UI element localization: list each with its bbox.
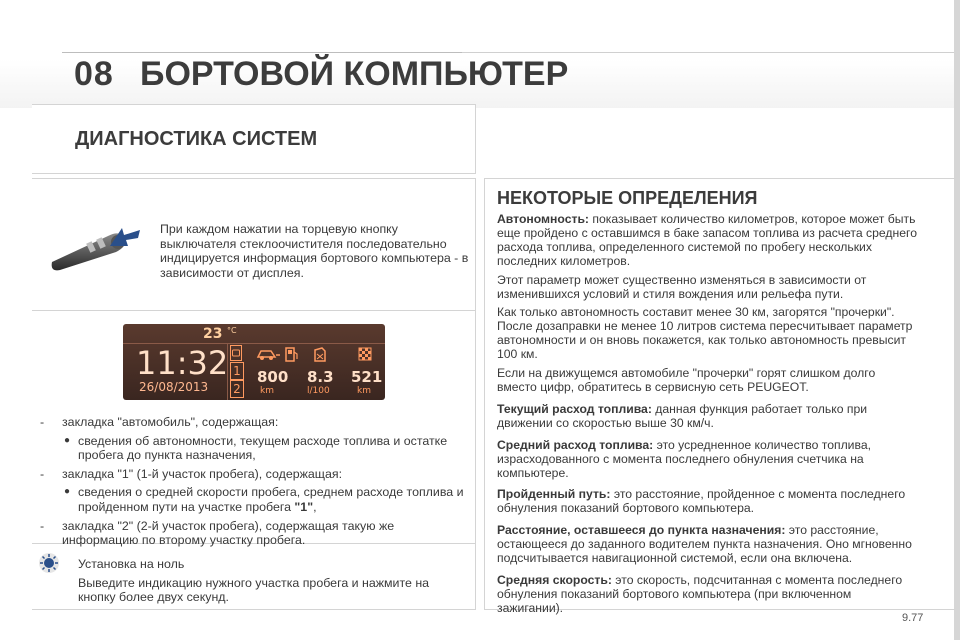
definition-paragraph: Как только автономность составит менее 30 км, загорятся "прочерки". После дозаправки не менее 10 литров система пересчитывает параметр автономности и он вновь покажется, как только автономность превысит 100 км. xyxy=(497,305,913,362)
reset-text: Выведите индикацию нужного участка пробега и нажмите на кнопку более двух секунд. xyxy=(78,575,430,605)
definition-average-speed xyxy=(497,574,917,616)
display-remaining-value: 521 xyxy=(351,368,383,386)
definition-average-consumption xyxy=(497,439,917,481)
list-subitem-text-wrap xyxy=(78,485,465,514)
list-subitem-comma: , xyxy=(313,499,317,514)
chapter-number: 08 xyxy=(74,55,114,93)
intro-text: При каждом нажатии на торцевую кнопку выключателя стеклоочистителя последовательно индицируется информация бортового компьютера - в зависимости от дисплея. xyxy=(160,222,469,280)
multifunction-display xyxy=(123,324,385,400)
display-temp-unit: °C xyxy=(227,326,237,335)
definition-current-consumption xyxy=(497,403,917,431)
definition-term: Текущий расход топлива: xyxy=(497,401,652,416)
display-time: 11:32 xyxy=(136,344,229,382)
list-subitem-text: сведения о средней скорости пробега, среднем расходе топлива и пройденном пути на участке пробега xyxy=(78,485,464,514)
fuel-pump-icon xyxy=(285,346,299,362)
display-temperature: 23 xyxy=(203,326,223,342)
bullet-icon: ● xyxy=(64,434,71,446)
dash-marker: - xyxy=(40,518,45,533)
definition-text: это расстояние, пройденное с момента последнего обнуления показаний бортового компьютера. xyxy=(497,487,906,516)
definition-paragraph: Если на движущемся автомобиле "прочерки" горят слишком долго вместо цифр, обратитесь в сервисную сеть PEUGEOT. xyxy=(497,366,876,394)
definition-term: Расстояние, оставшееся до пункта назначения: xyxy=(497,523,786,538)
section-title: ДИАГНОСТИКА СИСТЕМ xyxy=(75,128,318,150)
definition-term: Средняя скорость: xyxy=(497,572,612,587)
divider xyxy=(32,310,475,311)
page-number: 9.77 xyxy=(902,612,924,624)
dash-marker: - xyxy=(40,415,45,429)
list-subitem-emphasis: "1" xyxy=(294,499,314,514)
display-date: 26/08/2013 xyxy=(139,380,209,394)
vehicle-tab-icon xyxy=(230,345,242,361)
definition-term: Пройденный путь: xyxy=(497,487,611,502)
definition-term: Автономность: xyxy=(497,212,589,226)
definition-remaining xyxy=(497,524,917,566)
definition-term: Средний расход топлива: xyxy=(497,437,654,452)
display-tab-1: 1 xyxy=(230,362,244,380)
list-item-text: закладка "автомобиль", содержащая: xyxy=(62,415,279,429)
list-item-text: закладка "2" (2-й участок пробега), содержащая такую же информацию по второму участку пробега. xyxy=(62,518,395,548)
display-unit: l/100 xyxy=(307,386,330,396)
fuel-can-icon xyxy=(313,346,327,362)
definition-text: это расстояние, остающееся до заданного водителем пункта назначения. Оно мгновенно подсчитывается навигационной системой, если она включена. xyxy=(497,523,912,566)
list-item xyxy=(40,415,465,430)
definition-text: это скорость, подсчитанная с момента последнего обнуления показаний бортового компьютера (при включенном зажигании). xyxy=(497,572,903,615)
tab-list xyxy=(40,415,465,552)
list-item xyxy=(40,467,465,482)
list-item xyxy=(40,519,465,548)
arrow-icon xyxy=(108,226,142,248)
chapter-title: БОРТОВОЙ КОМПЬЮТЕР xyxy=(140,55,569,93)
destination-flag-icon xyxy=(357,346,373,362)
reset-section xyxy=(78,557,463,609)
definition-paragraph: Этот параметр может существенно изменяться в зависимости от изменившихся условий и стиля вождения или рельефа пути. xyxy=(497,272,867,301)
bullet-icon: ● xyxy=(64,486,71,498)
display-unit: km xyxy=(357,386,371,396)
definition-text: данная функция работает только при движении со скоростью выше 30 км/ч. xyxy=(497,401,868,430)
reset-title: Установка на ноль xyxy=(78,557,185,571)
dash-marker: - xyxy=(40,466,45,481)
display-autonomy-value: 800 xyxy=(257,368,289,386)
list-subitem-text: сведения об автономности, текущем расходе топлива и остатке пробега до пункта назначения, xyxy=(78,433,448,463)
display-tab-2: 2 xyxy=(230,380,244,398)
list-subitem xyxy=(40,485,465,514)
definition-text: это усредненное количество топлива, израсходованного с момента последнего обнуления счетчика на компьютере. xyxy=(497,437,871,480)
list-item-text: закладка "1" (1-й участок пробега), содержащая: xyxy=(62,466,343,481)
definition-text: показывает количество километров, которое может быть еще пройдено с оставшимся в баке запасом топлива из расчета среднего расхода топлива, определенного системой по пробегу нескольких последних километров. xyxy=(497,212,917,268)
car-autonomy-icon xyxy=(255,346,281,362)
definitions-title: НЕКОТОРЫЕ ОПРЕДЕЛЕНИЯ xyxy=(497,188,758,208)
definition-distance xyxy=(497,488,917,516)
reset-button-icon xyxy=(38,552,60,574)
definition-autonomy xyxy=(497,213,917,269)
list-subitem xyxy=(40,434,465,463)
display-consumption-value: 8.3 xyxy=(307,368,334,386)
definitions-list xyxy=(497,213,917,621)
display-unit: km xyxy=(260,386,274,396)
